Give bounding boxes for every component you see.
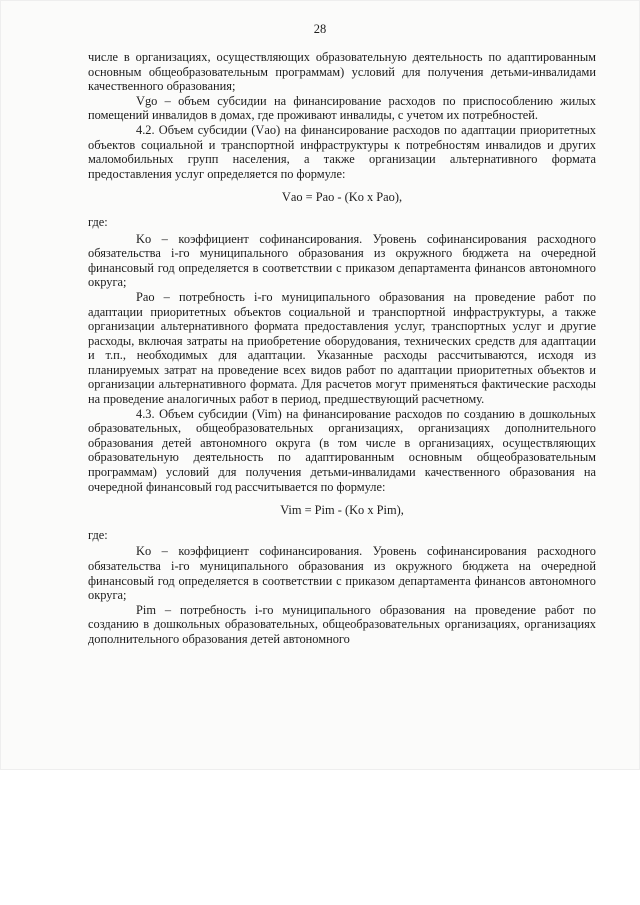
formula-vao: Vао = Pао - (Kо x Pао),	[281, 190, 403, 205]
formula-vim: Vim = Pim - (Kо x Pim),	[280, 503, 404, 518]
paragraph-vgo-definition: Vgo – объем субсидии на финансирование расходов по приспособлению жилых помещений инвалидов в домах, где проживают инвалиды, с учетом их потребностей.	[88, 93, 596, 123]
paragraph-continuation: числе в организациях, осуществляющих образовательную деятельность по адаптированным основным общеобразовательным программам) условий для получения детьми-инвалидами качественного образования;	[88, 50, 596, 94]
paragraph-pim-definition: Pim – потребность i-го муниципального образования на проведение работ по созданию в дошкольных образовательных, общеобразовательных организациях, организациях дополнительного образования детей автономного	[88, 602, 596, 646]
paragraph-section-4-2: 4.2. Объем субсидии (Vао) на финансирование расходов по адаптации приоритетных объектов социальной и транспортной инфраструктуры к потребностям инвалидов и других маломобильных групп населения, а также организации альтернативного формата предоставления услуг определяется по формуле:	[88, 122, 596, 181]
where-label: где:	[88, 214, 108, 229]
paragraph-pao-definition: Pао – потребность i-го муниципального образования на проведение работ по адаптации приоритетных объектов социальной и транспортной инфраструктуры, а также организации альтернативного формата предоставления услуг, транспортных услуг и другие расходы, включая затраты на приобретение оборудования, технических средств для адаптации и т.п., необходимых для адаптации. Указанные расходы рассчитываются, исходя из планируемых затрат на проведение всех видов работ по адаптации приоритетных объектов и организации альтернативного формата. Для расчетов могут применяться фактические расходы на проведение аналогичных работ в период, предшествующий расчетному.	[88, 289, 596, 407]
paragraph-section-4-3: 4.3. Объем субсидии (Vim) на финансирование расходов по созданию в дошкольных образовательных, общеобразовательных организациях, организациях дополнительного образования детей автономного округа (в том числе в организациях, осуществляющих образовательную деятельность по адаптированным основным общеобразовательным программам) условий для получения детьми-инвалидами качественного образования на очередной финансовый год рассчитывается по формуле:	[88, 406, 596, 494]
paragraph-ko-definition: Kо – коэффициент софинансирования. Уровень софинансирования расходного обязательства i-го муниципального образования из окружного бюджета на очередной финансовый год определяется в соответствии с приказом департамента финансов автономного округа;	[88, 544, 596, 603]
document-body	[88, 50, 596, 647]
page-number: 28	[313, 22, 327, 36]
paragraph-ko-definition: Kо – коэффициент софинансирования. Уровень софинансирования расходного обязательства i-го муниципального образования из окружного бюджета на очередной финансовый год определяется в соответствии с приказом департамента финансов автономного округа;	[88, 231, 596, 290]
where-label: где:	[88, 527, 108, 542]
